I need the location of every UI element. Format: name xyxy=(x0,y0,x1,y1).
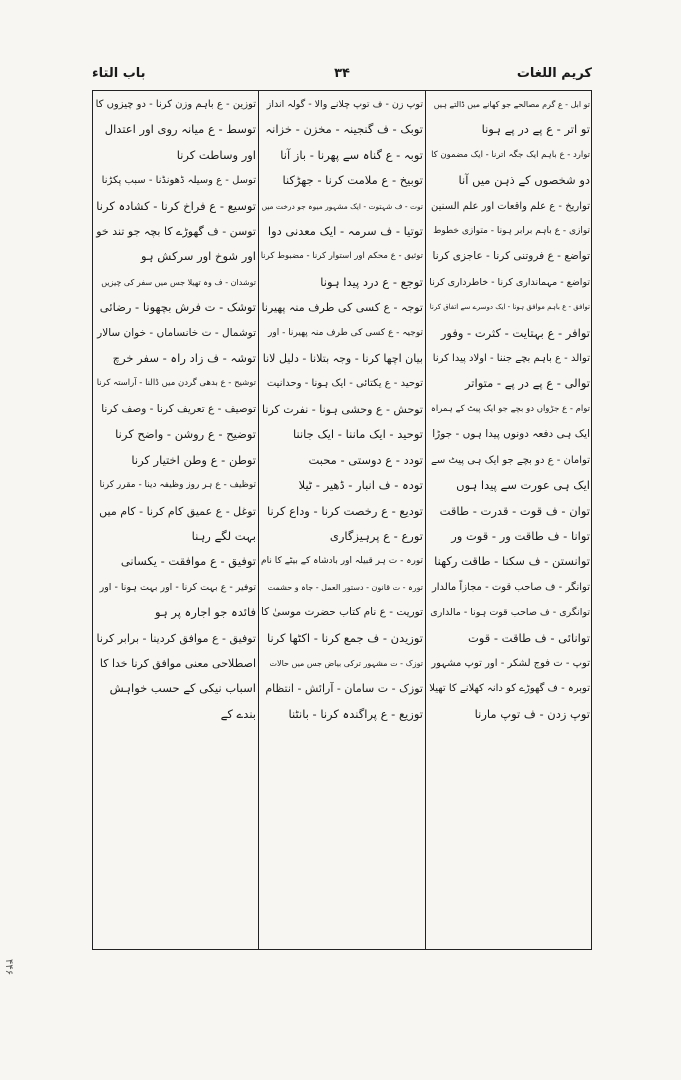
dictionary-entry-line: بندے کے xyxy=(220,706,256,721)
dictionary-entry-line: اصطلاحی معنی موافق کرنا خدا کا xyxy=(99,656,256,670)
dictionary-entry-line: تودہ - ف انبار - ڈھیر - ٹیلا xyxy=(298,478,423,493)
dictionary-entry-line: توحید - ایک ماننا - ایک جاننا xyxy=(293,427,423,442)
column-divider-right xyxy=(425,90,426,950)
dictionary-entry-line: دو شخصوں کے ذہن میں آنا xyxy=(458,173,590,188)
dictionary-entry-line: توریت - ع نام کتاب حضرت موسیٰ کا xyxy=(261,606,423,619)
dictionary-entry-line: توالی - ع پے در پے - متواتر xyxy=(464,376,590,391)
dictionary-entry-line: توسن - ف گھوڑے کا بچہ جو تند خو xyxy=(96,225,256,239)
dictionary-entry-line: توازی - ع باہم برابر ہونا - متوازی خطوط xyxy=(433,226,590,237)
dictionary-entry-line: تو ابل - ع گرم مصالحے جو کھانے میں ڈالتے ہیں xyxy=(433,100,590,109)
dictionary-entry-line: توانگری - ف صاحب قوت ہونا - مالداری xyxy=(430,607,590,619)
dictionary-entry-line: توحید - ع یکتائی - ایک ہونا - وحدانیت xyxy=(266,378,423,390)
margin-note: ۴۴۶ xyxy=(3,958,14,975)
page-number: ۳۴ xyxy=(334,66,350,81)
dictionary-entry-line: توفیق - ع موافقت - یکسانی xyxy=(120,554,256,569)
dictionary-entry-line: تواضع - مہمانداری کرنا - خاطرداری کرنا xyxy=(429,276,590,288)
dictionary-entry-line: بہت لگے رہنا xyxy=(191,528,256,543)
dictionary-entry-line: توغل - ع عمیق کام کرنا - کام میں xyxy=(99,504,256,518)
dictionary-entry-line: توظیف - ع ہر روز وظیفہ دینا - مقرر کرنا xyxy=(99,480,256,491)
dictionary-entry-line: توانستن - ف سکنا - طاقت رکھنا xyxy=(434,554,590,569)
dictionary-entry-line: بیان اچھا کرنا - وجہ بتلانا - دلیل لانا xyxy=(262,352,423,366)
dictionary-entry-line: توسیع - ع فراخ کرنا - کشادہ کرنا xyxy=(96,198,256,213)
dictionary-entry-line: توضیح - ع روشن - واضح کرنا xyxy=(115,427,256,442)
dictionary-entry-line: توپ زدن - ف توپ مارنا xyxy=(474,706,590,721)
book-title: کریم اللغات xyxy=(516,66,592,81)
page-header xyxy=(92,66,592,88)
dictionary-entry-line: توارد - ع باہم ایک جگہ اترنا - ایک مضمون کا xyxy=(431,149,590,160)
dictionary-entry-line: اسباب نیکی کے حسب خواہش xyxy=(109,681,256,696)
dictionary-entry-line: توت - ف شہتوت - ایک مشہور میوہ جو درخت میں xyxy=(261,201,423,211)
dictionary-entry-line: توزین - ع باہم وزن کرنا - دو چیزوں کا xyxy=(95,99,256,110)
dictionary-entry-line: توسل - ع وسیلہ ڈھونڈنا - سبب پکڑنا xyxy=(101,175,256,187)
dictionary-entry-line: توبرہ - ف گھوڑے کو دانہ کھلانے کا تھیلا xyxy=(429,683,590,695)
dictionary-entry-line: توبک - ف گنجینہ - مخزن - خزانہ xyxy=(265,122,423,137)
dictionary-entry-line: توجہ - ع کسی کی طرف منہ پھیرنا xyxy=(261,301,423,315)
dictionary-entry-line: توثیق - ع محکم اور استوار کرنا - مضبوط کرنا xyxy=(261,251,423,262)
dictionary-entry-line: تودد - ع دوستی - محبت xyxy=(308,452,423,467)
dictionary-entry-line: توسط - ع میانہ روی اور اعتدال xyxy=(104,122,256,137)
dictionary-entry-line: توفیق - ع موافق کردینا - برابر کرنا xyxy=(96,631,256,645)
dictionary-entry-line: توالد - ع باہم بچے جننا - اولاد پیدا کرنا xyxy=(432,353,590,365)
dictionary-entry-line: تواریخ - ع علم واقعات اور علم السنین xyxy=(431,200,590,212)
dictionary-entry-line: توافق - ع باہم موافق ہونا - ایک دوسرے سے اتفاق کرنا xyxy=(429,303,590,312)
dictionary-entry-line: توپ زن - ف توپ چلانے والا - گولہ انداز xyxy=(266,99,423,110)
dictionary-entry-line: توشہ - ف زاد راہ - سفر خرچ xyxy=(112,351,256,366)
dictionary-entry-line: توزک - ت مشہور ترکی بیاض جس میں حالات xyxy=(269,658,423,668)
dictionary-entry-line: توزیع - ع پراگندہ کرنا - بانٹنا xyxy=(288,706,423,721)
dictionary-entry-line: توجیہ - ع کسی کی طرف منہ پھیرنا - اور xyxy=(268,327,423,338)
dictionary-entry-line: تواضع - ع فروتنی کرنا - عاجزی کرنا xyxy=(432,250,590,263)
dictionary-entry-line: توان - ف قوت - قدرت - طاقت xyxy=(439,503,590,518)
dictionary-entry-line: تودیع - ع رخصت کرنا - وداع کرنا xyxy=(266,503,423,518)
dictionary-entry-line: ایک ہی عورت سے پیدا ہوں xyxy=(456,478,590,493)
dictionary-entry-line: توپ - ت فوج لشکر - اور توپ مشہور xyxy=(431,657,590,669)
dictionary-entry-line: توامان - ع دو بچے جو ایک ہی پیٹ سے xyxy=(431,454,590,466)
dictionary-entry-line: توشیح - ع بدھی گردن میں ڈالنا - آراستہ کرنا xyxy=(96,378,256,389)
dictionary-entry-line: توام - ع جڑواں دو بچے جو ایک پیٹ کے ہمراہ xyxy=(430,403,590,414)
dictionary-entry-line: توحش - ع وحشی ہونا - نفرت کرنا xyxy=(262,402,423,416)
dictionary-entry-line: اور وساطت کرنا xyxy=(176,147,256,162)
dictionary-entry-line: توفیر - ع بہت کرنا - اور بہت ہونا - اور xyxy=(99,581,256,593)
dictionary-entry-line: تو اتر - ع پے در پے ہونا xyxy=(481,122,590,137)
column-center xyxy=(261,92,423,948)
column-divider-left xyxy=(258,90,259,950)
dictionary-entry-line: توزک - ت سامان - آرائش - انتظام xyxy=(265,682,423,696)
dictionary-entry-line: تورہ - ت قانون - دستور العمل - جاہ و حشمت xyxy=(267,582,423,592)
dictionary-entry-line: توانائی - ف طاقت - قوت xyxy=(467,630,590,645)
dictionary-entry-line: توطن - ع وطن اختیار کرنا xyxy=(131,452,256,467)
dictionary-entry-line: توزیدن - ف جمع کرنا - اکٹھا کرنا xyxy=(266,630,423,645)
dictionary-entry-line: تورع - ع پرہیزگاری xyxy=(329,528,423,543)
dictionary-entry-line: اور شوخ اور سرکش ہو xyxy=(140,249,256,264)
dictionary-entry-line: توصیف - ع تعریف کرنا - وصف کرنا xyxy=(101,402,256,415)
dictionary-entry-line: توشدان - ف وہ تھیلا جس میں سفر کی چیزیں xyxy=(101,277,256,287)
dictionary-entry-line: توافر - ع بہتایت - کثرت - وفور xyxy=(440,325,590,340)
dictionary-entry-line: توانگر - ف صاحب قوت - مجازاً مالدار xyxy=(431,581,590,593)
column-left xyxy=(95,92,256,948)
dictionary-entry-line: تورہ - ت ہر قبیلہ اور بادشاہ کے بیٹے کا نام xyxy=(261,556,423,567)
dictionary-entry-line: ایک ہی دفعہ دونوں پیدا ہوں - جوڑا xyxy=(432,428,590,441)
dictionary-entry-line: توانا - ف طاقت ور - قوت ور xyxy=(451,528,590,543)
chapter-title: باب التاء xyxy=(92,66,146,81)
dictionary-entry-line: توبیخ - ع ملامت کرنا - جھڑکنا xyxy=(282,173,423,188)
dictionary-entry-line: توجع - ع درد پیدا ہونا xyxy=(320,274,423,289)
dictionary-entry-line: توتیا - ف سرمہ - ایک معدنی دوا xyxy=(267,224,423,239)
dictionary-entry-line: فائدہ جو اجارہ پر ہو xyxy=(155,605,256,620)
dictionary-entry-line: توشمال - ت خانساماں - خوان سالار xyxy=(97,326,256,339)
dictionary-entry-line: توبہ - ع گناہ سے پھرنا - باز آنا xyxy=(280,147,423,162)
dictionary-entry-line: توشک - ت فرش بچھونا - رضائی xyxy=(99,300,256,315)
column-right xyxy=(428,92,590,948)
